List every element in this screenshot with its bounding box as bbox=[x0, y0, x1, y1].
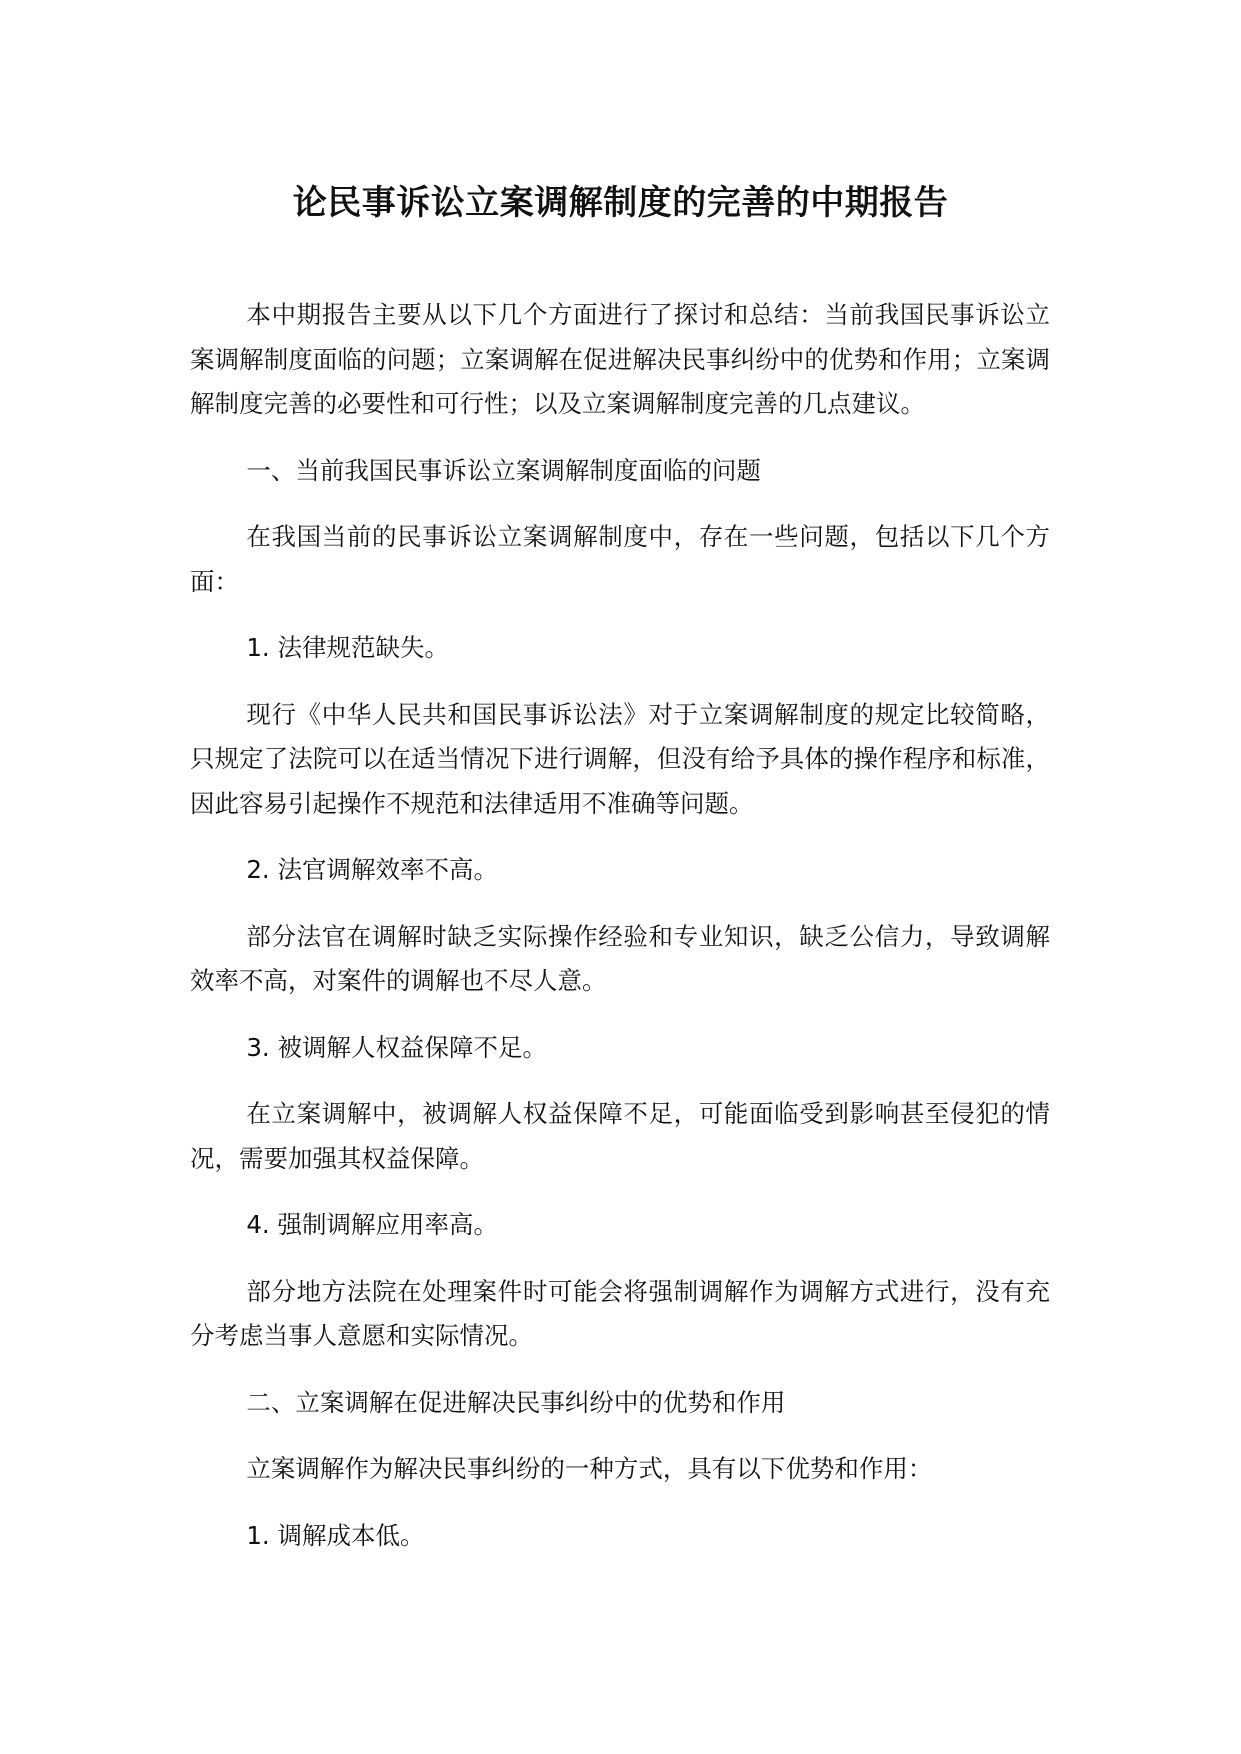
section-heading-1: 一、当前我国民事诉讼立案调解制度面临的问题 bbox=[246, 455, 761, 485]
list-item-heading: 4. 强制调解应用率高。 bbox=[246, 1210, 499, 1239]
paragraph: 在我国当前的民事诉讼立案调解制度中，存在一些问题，包括以下几个方面： bbox=[190, 522, 1050, 596]
list-item-heading: 1. 调解成本低。 bbox=[246, 1520, 425, 1550]
paragraph: 在立案调解中，被调解人权益保障不足，可能面临受到影响甚至侵犯的情况，需要加强其权益保障。 bbox=[190, 1099, 1050, 1173]
list-item-heading: 2. 法官调解效率不高。 bbox=[246, 855, 499, 884]
document-body bbox=[190, 293, 1050, 1580]
section-heading-2: 二、立案调解在促进解决民事纠纷中的优势和作用 bbox=[246, 1387, 786, 1417]
intro-paragraph: 本中期报告主要从以下几个方面进行了探讨和总结：当前我国民事诉讼立案调解制度面临的问题；立案调解在促进解决民事纠纷中的优势和作用；立案调解制度完善的必要性和可行性；以及立案调解制度完善的几点建议。 bbox=[190, 300, 1050, 418]
document-title: 论民事诉讼立案调解制度的完善的中期报告 bbox=[292, 183, 949, 223]
list-item-heading: 3. 被调解人权益保障不足。 bbox=[246, 1032, 548, 1062]
paragraph: 部分地方法院在处理案件时可能会将强制调解作为调解方式进行，没有充分考虑当事人意愿和实际情况。 bbox=[190, 1276, 1050, 1350]
paragraph: 部分法官在调解时缺乏实际操作经验和专业知识，缺乏公信力，导致调解效率不高，对案件的调解也不尽人意。 bbox=[190, 921, 1050, 995]
paragraph: 现行《中华人民共和国民事诉讼法》对于立案调解制度的规定比较简略，只规定了法院可以在适当情况下进行调解，但没有给予具体的操作程序和标准，因此容易引起操作不规范和法律适用不准确等问题。 bbox=[190, 699, 1050, 818]
paragraph: 立案调解作为解决民事纠纷的一种方式，具有以下优势和作用： bbox=[246, 1454, 933, 1483]
list-item-heading: 1. 法律规范缺失。 bbox=[246, 633, 450, 662]
